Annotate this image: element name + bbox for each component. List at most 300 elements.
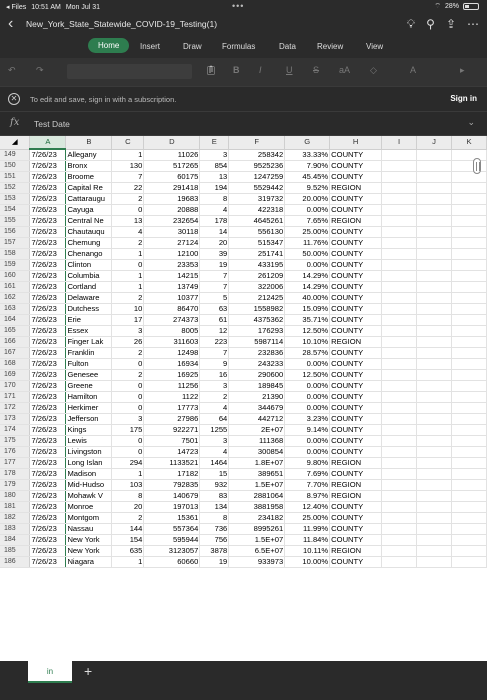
- row-header[interactable]: 154: [0, 205, 30, 216]
- cell-empty[interactable]: [417, 359, 452, 370]
- cell-tests[interactable]: 15: [200, 469, 229, 480]
- cell-empty[interactable]: [451, 260, 486, 271]
- chevron-down-icon[interactable]: ⌄: [467, 117, 475, 127]
- more-toolbar-icon[interactable]: ▸: [460, 65, 465, 75]
- cell-empty[interactable]: [451, 205, 486, 216]
- cell-empty[interactable]: [417, 260, 452, 271]
- cell-empty[interactable]: [417, 326, 452, 337]
- column-header-e[interactable]: E: [200, 136, 229, 149]
- cell-empty[interactable]: [382, 359, 417, 370]
- cell-empty[interactable]: [451, 491, 486, 502]
- row-header[interactable]: 161: [0, 282, 30, 293]
- cell-tests[interactable]: 1255: [200, 425, 229, 436]
- cell-empty[interactable]: [382, 425, 417, 436]
- cell-empty[interactable]: [451, 337, 486, 348]
- cell-new-positives[interactable]: 294: [112, 458, 144, 469]
- cell-geography-level[interactable]: COUNTY: [330, 513, 382, 524]
- cell-geography[interactable]: Fulton: [66, 359, 112, 370]
- cell-empty[interactable]: [382, 172, 417, 183]
- tab-insert[interactable]: Insert: [140, 42, 161, 51]
- cell-empty[interactable]: [417, 513, 452, 524]
- row-header[interactable]: 160: [0, 271, 30, 282]
- cell-empty[interactable]: [451, 348, 486, 359]
- cell-new-positives[interactable]: 1: [112, 557, 144, 568]
- cell-test-date[interactable]: 7/26/23: [30, 149, 66, 161]
- cell-total-positives[interactable]: 60660: [144, 557, 200, 568]
- cell-tests[interactable]: 7: [200, 282, 229, 293]
- row-header[interactable]: 164: [0, 315, 30, 326]
- cell-percent-positive[interactable]: 0.00%: [285, 447, 330, 458]
- cell-total-tests[interactable]: 8995261: [229, 524, 285, 535]
- cell-test-date[interactable]: 7/26/23: [30, 535, 66, 546]
- cell-percent-positive[interactable]: 0.00%: [285, 205, 330, 216]
- cell-empty[interactable]: [451, 524, 486, 535]
- cell-empty[interactable]: [382, 238, 417, 249]
- cell-geography-level[interactable]: COUNTY: [330, 149, 382, 161]
- cell-geography-level[interactable]: REGION: [330, 546, 382, 557]
- cell-geography[interactable]: Dutchess: [66, 304, 112, 315]
- cell-total-positives[interactable]: 20888: [144, 205, 200, 216]
- cell-test-date[interactable]: 7/26/23: [30, 546, 66, 557]
- cell-total-tests[interactable]: 212425: [229, 293, 285, 304]
- cell-tests[interactable]: 7: [200, 348, 229, 359]
- cell-empty[interactable]: [417, 348, 452, 359]
- cell-total-positives[interactable]: 27986: [144, 414, 200, 425]
- cell-geography-level[interactable]: REGION: [330, 337, 382, 348]
- cell-percent-positive[interactable]: 14.29%: [285, 282, 330, 293]
- redo-icon[interactable]: ↷: [36, 65, 44, 75]
- tab-data[interactable]: Data: [279, 42, 296, 51]
- cell-tests[interactable]: 19: [200, 260, 229, 271]
- cell-tests[interactable]: 13: [200, 172, 229, 183]
- cell-empty[interactable]: [451, 513, 486, 524]
- cell-empty[interactable]: [451, 546, 486, 557]
- cell-geography[interactable]: Franklin: [66, 348, 112, 359]
- cell-empty[interactable]: [451, 502, 486, 513]
- cell-total-tests[interactable]: 433195: [229, 260, 285, 271]
- cell-empty[interactable]: [417, 172, 452, 183]
- cell-test-date[interactable]: 7/26/23: [30, 436, 66, 447]
- cell-total-positives[interactable]: 232654: [144, 216, 200, 227]
- cell-empty[interactable]: [451, 293, 486, 304]
- cell-percent-positive[interactable]: 12.40%: [285, 502, 330, 513]
- cell-empty[interactable]: [417, 183, 452, 194]
- cell-empty[interactable]: [382, 502, 417, 513]
- cell-total-positives[interactable]: 19683: [144, 194, 200, 205]
- cell-test-date[interactable]: 7/26/23: [30, 271, 66, 282]
- row-header[interactable]: 182: [0, 513, 30, 524]
- cell-empty[interactable]: [451, 271, 486, 282]
- row-header[interactable]: 173: [0, 414, 30, 425]
- cell-test-date[interactable]: 7/26/23: [30, 337, 66, 348]
- vertical-scrollbar-handle[interactable]: [473, 158, 481, 174]
- row-header[interactable]: 179: [0, 480, 30, 491]
- cell-test-date[interactable]: 7/26/23: [30, 282, 66, 293]
- cell-geography[interactable]: Montgom: [66, 513, 112, 524]
- cell-empty[interactable]: [382, 337, 417, 348]
- cell-geography[interactable]: Livingston: [66, 447, 112, 458]
- cell-empty[interactable]: [382, 205, 417, 216]
- underline-icon[interactable]: U: [286, 65, 293, 75]
- cell-empty[interactable]: [451, 414, 486, 425]
- cell-test-date[interactable]: 7/26/23: [30, 260, 66, 271]
- cell-empty[interactable]: [382, 249, 417, 260]
- cell-empty[interactable]: [417, 535, 452, 546]
- cell-empty[interactable]: [417, 502, 452, 513]
- row-header[interactable]: 155: [0, 216, 30, 227]
- cell-test-date[interactable]: 7/26/23: [30, 502, 66, 513]
- cell-new-positives[interactable]: 0: [112, 359, 144, 370]
- cell-tests[interactable]: 3878: [200, 546, 229, 557]
- cell-tests[interactable]: 3: [200, 149, 229, 161]
- cell-total-positives[interactable]: 16925: [144, 370, 200, 381]
- cell-tests[interactable]: 4: [200, 447, 229, 458]
- cell-total-positives[interactable]: 3123057: [144, 546, 200, 557]
- cell-test-date[interactable]: 7/26/23: [30, 469, 66, 480]
- cell-geography[interactable]: Hamilton: [66, 392, 112, 403]
- cell-total-positives[interactable]: 274373: [144, 315, 200, 326]
- cell-total-tests[interactable]: 4375362: [229, 315, 285, 326]
- cell-geography-level[interactable]: COUNTY: [330, 304, 382, 315]
- cell-percent-positive[interactable]: 15.09%: [285, 304, 330, 315]
- cell-total-positives[interactable]: 7501: [144, 436, 200, 447]
- cell-new-positives[interactable]: 1: [112, 249, 144, 260]
- cell-tests[interactable]: 5: [200, 293, 229, 304]
- cell-percent-positive[interactable]: 12.50%: [285, 370, 330, 381]
- cell-empty[interactable]: [451, 227, 486, 238]
- cell-empty[interactable]: [451, 557, 486, 568]
- cell-geography[interactable]: Mid-Hudso: [66, 480, 112, 491]
- cell-percent-positive[interactable]: 25.00%: [285, 513, 330, 524]
- cell-total-positives[interactable]: 23353: [144, 260, 200, 271]
- cell-tests[interactable]: 64: [200, 414, 229, 425]
- cell-percent-positive[interactable]: 11.76%: [285, 238, 330, 249]
- cell-empty[interactable]: [417, 381, 452, 392]
- cell-empty[interactable]: [382, 149, 417, 161]
- cell-test-date[interactable]: 7/26/23: [30, 491, 66, 502]
- bold-icon[interactable]: B: [233, 65, 240, 75]
- cell-new-positives[interactable]: 103: [112, 480, 144, 491]
- cell-test-date[interactable]: 7/26/23: [30, 414, 66, 425]
- cell-percent-positive[interactable]: 10.00%: [285, 557, 330, 568]
- cell-geography[interactable]: Mohawk V: [66, 491, 112, 502]
- font-name-box[interactable]: [67, 64, 192, 79]
- cell-geography-level[interactable]: COUNTY: [330, 370, 382, 381]
- cell-empty[interactable]: [417, 392, 452, 403]
- cell-test-date[interactable]: 7/26/23: [30, 370, 66, 381]
- cell-empty[interactable]: [451, 403, 486, 414]
- cell-total-positives[interactable]: 557364: [144, 524, 200, 535]
- column-header-b[interactable]: B: [66, 136, 112, 149]
- cell-percent-positive[interactable]: 35.71%: [285, 315, 330, 326]
- cell-total-tests[interactable]: 2881064: [229, 491, 285, 502]
- cell-empty[interactable]: [417, 238, 452, 249]
- row-header[interactable]: 178: [0, 469, 30, 480]
- cell-total-tests[interactable]: 4645261: [229, 216, 285, 227]
- cell-geography[interactable]: Cattaraugu: [66, 194, 112, 205]
- cell-empty[interactable]: [382, 546, 417, 557]
- font-color-icon[interactable]: A: [410, 65, 417, 75]
- cell-total-positives[interactable]: 12100: [144, 249, 200, 260]
- select-all-corner[interactable]: ◢: [0, 136, 30, 149]
- cell-total-positives[interactable]: 13749: [144, 282, 200, 293]
- cell-new-positives[interactable]: 1: [112, 149, 144, 161]
- cell-percent-positive[interactable]: 3.23%: [285, 414, 330, 425]
- row-header[interactable]: 167: [0, 348, 30, 359]
- cell-geography[interactable]: Essex: [66, 326, 112, 337]
- column-header-j[interactable]: J: [417, 136, 452, 149]
- cell-geography-level[interactable]: COUNTY: [330, 161, 382, 172]
- cell-total-tests[interactable]: 234182: [229, 513, 285, 524]
- row-header[interactable]: 174: [0, 425, 30, 436]
- cell-geography[interactable]: Jefferson: [66, 414, 112, 425]
- cell-empty[interactable]: [417, 315, 452, 326]
- cell-total-tests[interactable]: 290600: [229, 370, 285, 381]
- cell-empty[interactable]: [417, 546, 452, 557]
- row-header[interactable]: 185: [0, 546, 30, 557]
- cell-test-date[interactable]: 7/26/23: [30, 172, 66, 183]
- cell-tests[interactable]: 736: [200, 524, 229, 535]
- cell-geography[interactable]: Genesee: [66, 370, 112, 381]
- cell-new-positives[interactable]: 7: [112, 172, 144, 183]
- dismiss-notice-icon[interactable]: ✕: [8, 93, 20, 105]
- cell-empty[interactable]: [382, 315, 417, 326]
- cell-empty[interactable]: [451, 149, 486, 161]
- cell-geography-level[interactable]: REGION: [330, 216, 382, 227]
- cell-empty[interactable]: [417, 557, 452, 568]
- cell-empty[interactable]: [382, 348, 417, 359]
- row-header[interactable]: 159: [0, 260, 30, 271]
- cell-empty[interactable]: [382, 469, 417, 480]
- sheet-tab-current[interactable]: in: [28, 661, 72, 683]
- cell-geography[interactable]: Chautauqu: [66, 227, 112, 238]
- cell-new-positives[interactable]: 2: [112, 348, 144, 359]
- cell-total-positives[interactable]: 16934: [144, 359, 200, 370]
- cell-geography-level[interactable]: COUNTY: [330, 348, 382, 359]
- cell-empty[interactable]: [382, 557, 417, 568]
- cell-total-tests[interactable]: 6.5E+07: [229, 546, 285, 557]
- cell-percent-positive[interactable]: 28.57%: [285, 348, 330, 359]
- column-header-g[interactable]: G: [285, 136, 330, 149]
- cell-percent-positive[interactable]: 9.14%: [285, 425, 330, 436]
- cell-empty[interactable]: [417, 337, 452, 348]
- row-header[interactable]: 165: [0, 326, 30, 337]
- cell-geography-level[interactable]: COUNTY: [330, 271, 382, 282]
- cell-total-tests[interactable]: 319732: [229, 194, 285, 205]
- cell-tests[interactable]: 223: [200, 337, 229, 348]
- cell-geography[interactable]: Herkimer: [66, 403, 112, 414]
- cell-test-date[interactable]: 7/26/23: [30, 403, 66, 414]
- cell-test-date[interactable]: 7/26/23: [30, 315, 66, 326]
- cell-total-tests[interactable]: 2E+07: [229, 425, 285, 436]
- cell-geography[interactable]: Capital Re: [66, 183, 112, 194]
- cell-percent-positive[interactable]: 0.00%: [285, 436, 330, 447]
- cell-percent-positive[interactable]: 50.00%: [285, 249, 330, 260]
- cell-tests[interactable]: 16: [200, 370, 229, 381]
- cell-empty[interactable]: [382, 304, 417, 315]
- cell-total-positives[interactable]: 311603: [144, 337, 200, 348]
- cell-percent-positive[interactable]: 9.80%: [285, 458, 330, 469]
- cell-new-positives[interactable]: 635: [112, 546, 144, 557]
- cell-tests[interactable]: 178: [200, 216, 229, 227]
- cell-empty[interactable]: [382, 293, 417, 304]
- row-header[interactable]: 150: [0, 161, 30, 172]
- cell-total-tests[interactable]: 9525236: [229, 161, 285, 172]
- cell-total-positives[interactable]: 27124: [144, 238, 200, 249]
- cell-test-date[interactable]: 7/26/23: [30, 216, 66, 227]
- cell-geography[interactable]: Nassau: [66, 524, 112, 535]
- cell-percent-positive[interactable]: 11.99%: [285, 524, 330, 535]
- cell-new-positives[interactable]: 1: [112, 271, 144, 282]
- font-size-icon[interactable]: aA: [339, 65, 351, 75]
- cell-empty[interactable]: [417, 227, 452, 238]
- cell-test-date[interactable]: 7/26/23: [30, 227, 66, 238]
- cell-geography-level[interactable]: COUNTY: [330, 524, 382, 535]
- cell-tests[interactable]: 134: [200, 502, 229, 513]
- cell-total-tests[interactable]: 515347: [229, 238, 285, 249]
- cell-geography[interactable]: Madison: [66, 469, 112, 480]
- cell-total-positives[interactable]: 140679: [144, 491, 200, 502]
- cell-percent-positive[interactable]: 0.00%: [285, 359, 330, 370]
- cell-total-positives[interactable]: 17182: [144, 469, 200, 480]
- cell-geography[interactable]: Bronx: [66, 161, 112, 172]
- cell-geography-level[interactable]: COUNTY: [330, 381, 382, 392]
- cell-total-tests[interactable]: 556130: [229, 227, 285, 238]
- cell-geography[interactable]: Lewis: [66, 436, 112, 447]
- cell-new-positives[interactable]: 3: [112, 326, 144, 337]
- cell-test-date[interactable]: 7/26/23: [30, 392, 66, 403]
- cell-total-tests[interactable]: 322006: [229, 282, 285, 293]
- cell-tests[interactable]: 83: [200, 491, 229, 502]
- cell-empty[interactable]: [382, 513, 417, 524]
- cell-test-date[interactable]: 7/26/23: [30, 238, 66, 249]
- cell-test-date[interactable]: 7/26/23: [30, 194, 66, 205]
- row-header[interactable]: 149: [0, 149, 30, 161]
- cell-empty[interactable]: [417, 425, 452, 436]
- cell-geography-level[interactable]: COUNTY: [330, 172, 382, 183]
- cell-total-tests[interactable]: 5529442: [229, 183, 285, 194]
- cell-empty[interactable]: [451, 392, 486, 403]
- cell-geography[interactable]: New York: [66, 546, 112, 557]
- cell-total-tests[interactable]: 3881958: [229, 502, 285, 513]
- cell-empty[interactable]: [451, 282, 486, 293]
- cell-total-tests[interactable]: 442712: [229, 414, 285, 425]
- cell-empty[interactable]: [382, 282, 417, 293]
- cell-geography[interactable]: Niagara: [66, 557, 112, 568]
- cell-percent-positive[interactable]: 14.29%: [285, 271, 330, 282]
- cell-new-positives[interactable]: 2: [112, 194, 144, 205]
- cell-tests[interactable]: 39: [200, 249, 229, 260]
- cell-empty[interactable]: [451, 304, 486, 315]
- cell-tests[interactable]: 194: [200, 183, 229, 194]
- multitask-dots-icon[interactable]: •••: [232, 1, 245, 11]
- cell-tests[interactable]: 4: [200, 403, 229, 414]
- cell-geography-level[interactable]: REGION: [330, 491, 382, 502]
- row-header[interactable]: 157: [0, 238, 30, 249]
- row-header[interactable]: 151: [0, 172, 30, 183]
- cell-total-positives[interactable]: 17773: [144, 403, 200, 414]
- column-header-c[interactable]: C: [112, 136, 144, 149]
- cell-geography-level[interactable]: COUNTY: [330, 227, 382, 238]
- cell-empty[interactable]: [451, 183, 486, 194]
- cell-new-positives[interactable]: 2: [112, 370, 144, 381]
- cell-geography-level[interactable]: COUNTY: [330, 447, 382, 458]
- cell-empty[interactable]: [451, 535, 486, 546]
- cell-geography-level[interactable]: COUNTY: [330, 392, 382, 403]
- paste-icon[interactable]: 📋︎: [205, 65, 217, 75]
- cell-total-positives[interactable]: 30118: [144, 227, 200, 238]
- cell-geography-level[interactable]: COUNTY: [330, 359, 382, 370]
- cell-total-positives[interactable]: 1122: [144, 392, 200, 403]
- cell-geography-level[interactable]: COUNTY: [330, 414, 382, 425]
- cell-total-positives[interactable]: 197013: [144, 502, 200, 513]
- cell-empty[interactable]: [451, 359, 486, 370]
- cell-total-tests[interactable]: 5987114: [229, 337, 285, 348]
- cell-tests[interactable]: 932: [200, 480, 229, 491]
- italic-icon[interactable]: I: [259, 65, 262, 75]
- cell-empty[interactable]: [382, 326, 417, 337]
- formula-input[interactable]: Test Date: [34, 119, 70, 129]
- cell-empty[interactable]: [417, 469, 452, 480]
- cell-tests[interactable]: 1464: [200, 458, 229, 469]
- cell-test-date[interactable]: 7/26/23: [30, 304, 66, 315]
- cell-geography[interactable]: Cayuga: [66, 205, 112, 216]
- cell-total-positives[interactable]: 792835: [144, 480, 200, 491]
- cell-geography-level[interactable]: COUNTY: [330, 557, 382, 568]
- cell-empty[interactable]: [382, 381, 417, 392]
- cell-tests[interactable]: 9: [200, 359, 229, 370]
- cell-empty[interactable]: [451, 315, 486, 326]
- row-header[interactable]: 153: [0, 194, 30, 205]
- cell-total-tests[interactable]: 422318: [229, 205, 285, 216]
- tab-draw[interactable]: Draw: [183, 42, 202, 51]
- cell-geography-level[interactable]: REGION: [330, 183, 382, 194]
- cell-new-positives[interactable]: 130: [112, 161, 144, 172]
- cell-empty[interactable]: [382, 161, 417, 172]
- cell-percent-positive[interactable]: 0.00%: [285, 403, 330, 414]
- cell-new-positives[interactable]: 8: [112, 491, 144, 502]
- cell-empty[interactable]: [451, 238, 486, 249]
- cell-empty[interactable]: [417, 403, 452, 414]
- cell-new-positives[interactable]: 2: [112, 513, 144, 524]
- cell-tests[interactable]: 7: [200, 271, 229, 282]
- cell-total-tests[interactable]: 1.8E+07: [229, 458, 285, 469]
- cell-empty[interactable]: [382, 414, 417, 425]
- tab-review[interactable]: Review: [317, 42, 344, 51]
- tab-view[interactable]: View: [366, 42, 384, 51]
- cell-empty[interactable]: [451, 161, 486, 172]
- cell-new-positives[interactable]: 0: [112, 392, 144, 403]
- cell-empty[interactable]: [451, 249, 486, 260]
- cell-test-date[interactable]: 7/26/23: [30, 480, 66, 491]
- cell-percent-positive[interactable]: 7.65%: [285, 216, 330, 227]
- cell-empty[interactable]: [417, 524, 452, 535]
- cell-tests[interactable]: 3: [200, 436, 229, 447]
- cell-empty[interactable]: [382, 458, 417, 469]
- cell-empty[interactable]: [382, 194, 417, 205]
- cell-empty[interactable]: [451, 480, 486, 491]
- cell-percent-positive[interactable]: 20.00%: [285, 194, 330, 205]
- cell-geography-level[interactable]: COUNTY: [330, 535, 382, 546]
- cell-tests[interactable]: 756: [200, 535, 229, 546]
- cell-empty[interactable]: [451, 447, 486, 458]
- cell-empty[interactable]: [417, 249, 452, 260]
- cell-new-positives[interactable]: 0: [112, 436, 144, 447]
- row-header[interactable]: 168: [0, 359, 30, 370]
- cell-geography[interactable]: Allegany: [66, 149, 112, 161]
- row-header[interactable]: 152: [0, 183, 30, 194]
- strikethrough-icon[interactable]: S: [313, 65, 320, 75]
